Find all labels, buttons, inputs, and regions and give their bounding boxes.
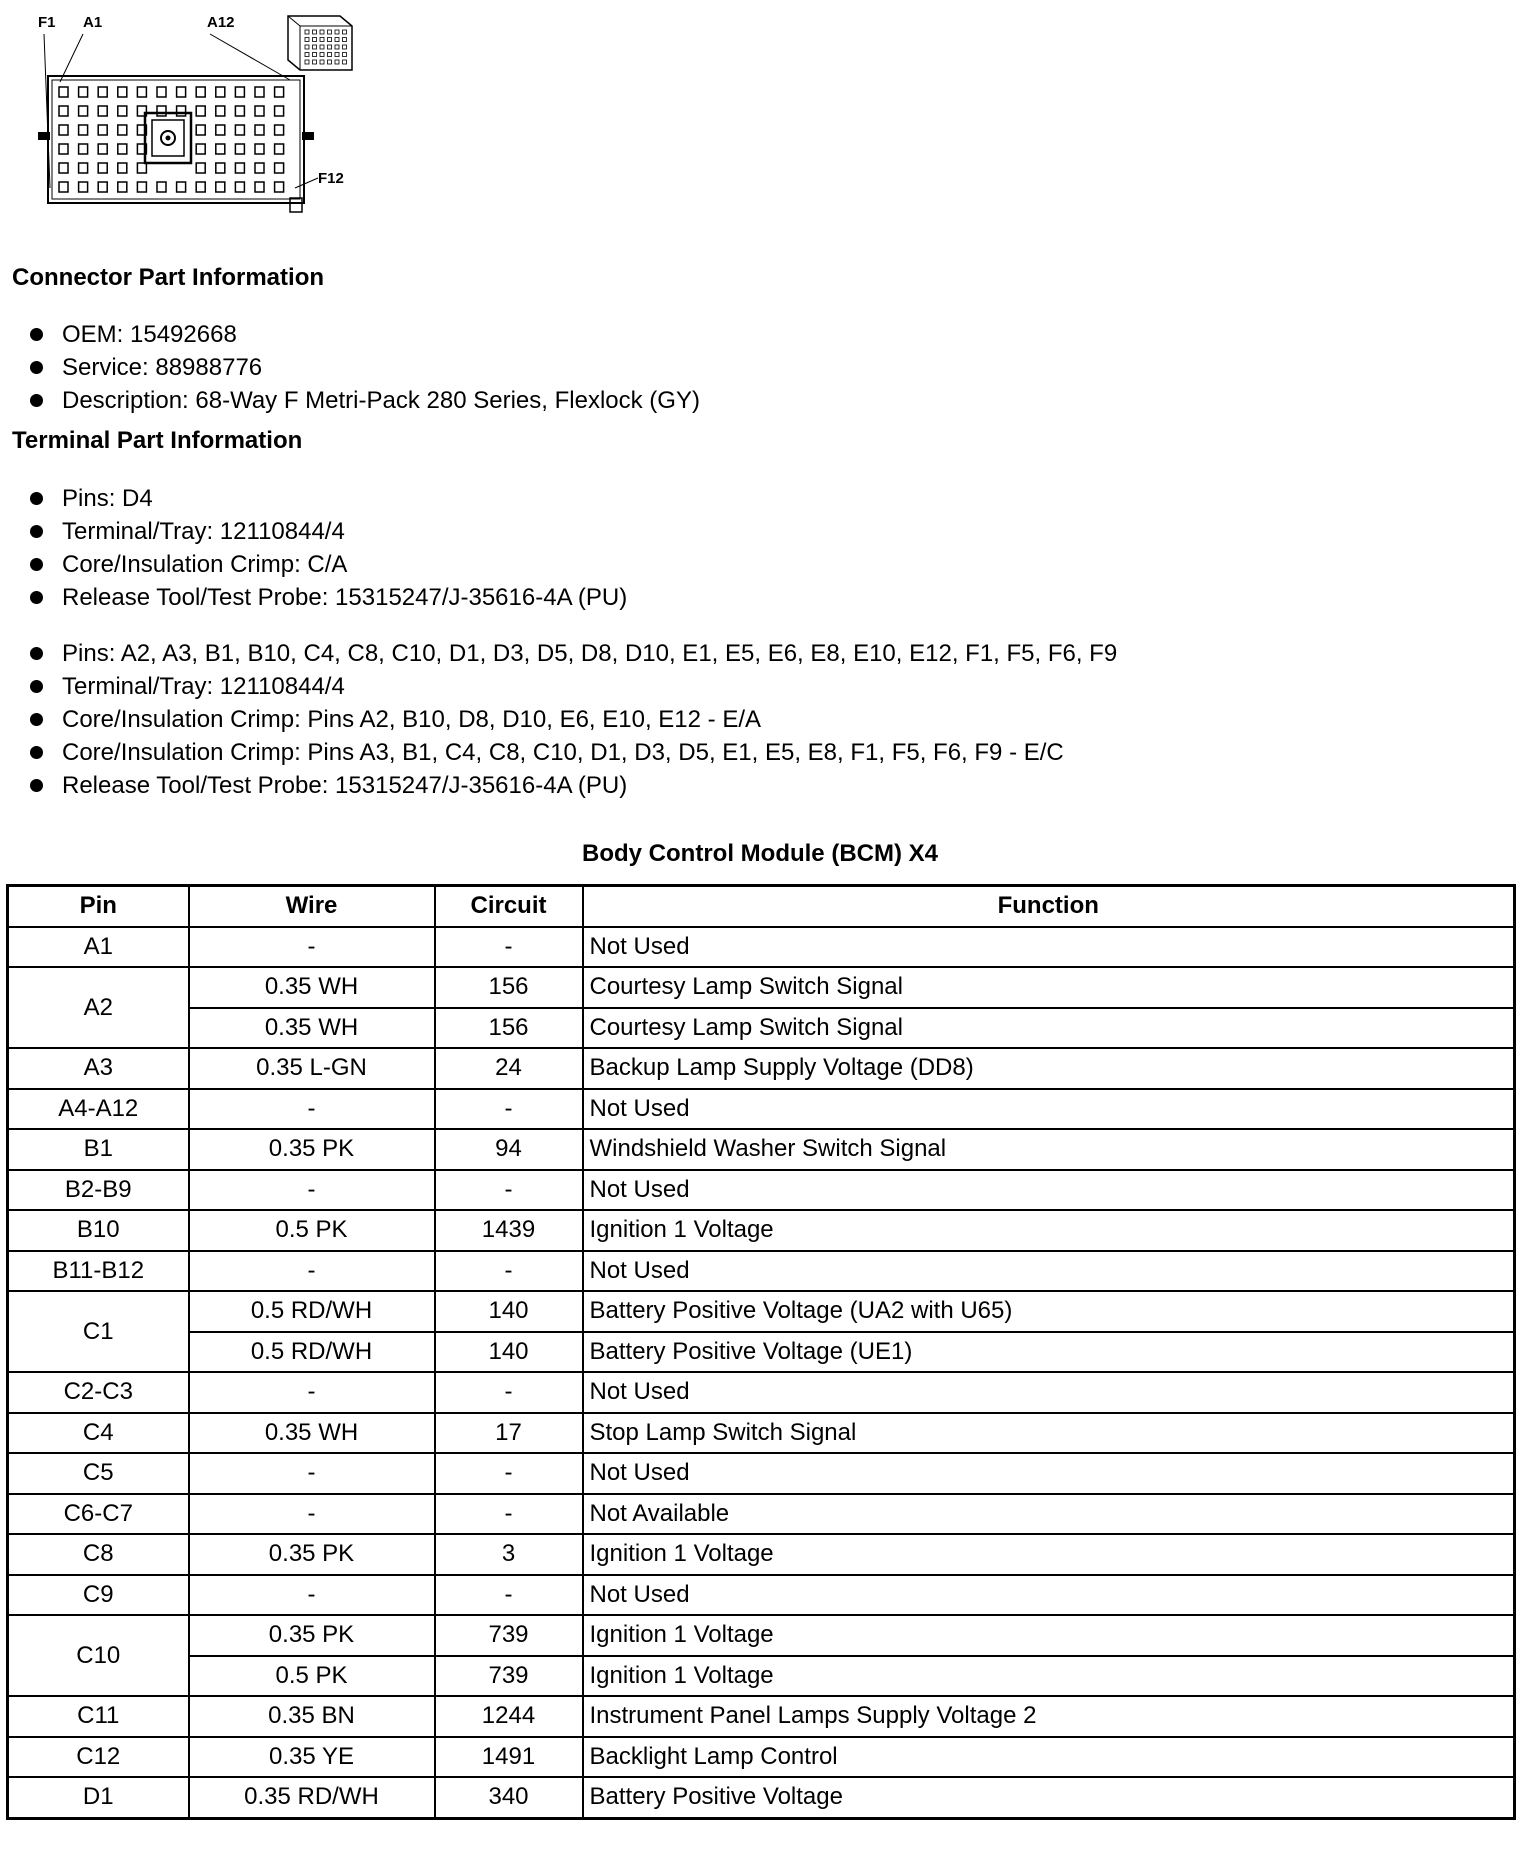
pin-cavity — [196, 87, 205, 97]
cell-function: Not Used — [583, 1372, 1515, 1413]
pin-cavity — [275, 182, 284, 192]
pin-cavity — [216, 163, 225, 173]
cell-wire: 0.5 PK — [189, 1656, 435, 1697]
bullet-icon — [30, 361, 43, 374]
pin-cavity — [320, 38, 324, 42]
connector-3d-icon — [288, 16, 352, 70]
pin-cavity — [177, 87, 186, 97]
cell-function: Ignition 1 Voltage — [583, 1534, 1515, 1575]
pin-cavity — [305, 53, 309, 57]
pin-cavity — [328, 38, 332, 42]
cell-wire: - — [189, 1251, 435, 1292]
cell-wire: 0.5 RD/WH — [189, 1291, 435, 1332]
cell-function: Ignition 1 Voltage — [583, 1210, 1515, 1251]
pin-cavity — [216, 125, 225, 135]
header-function: Function — [583, 886, 1515, 927]
cell-wire: 0.35 YE — [189, 1737, 435, 1778]
cell-circuit: - — [435, 1251, 583, 1292]
cell-wire: 0.35 L-GN — [189, 1048, 435, 1089]
connector-face-icon — [20, 8, 360, 218]
table-row — [8, 1291, 1515, 1332]
table-row — [8, 1048, 1515, 1089]
cell-pin: C4 — [8, 1413, 189, 1454]
cell-function: Windshield Washer Switch Signal — [583, 1129, 1515, 1170]
pin-cavity — [196, 182, 205, 192]
cell-function: Battery Positive Voltage (UE1) — [583, 1332, 1515, 1373]
cell-function: Backup Lamp Supply Voltage (DD8) — [583, 1048, 1515, 1089]
list-item: Pins: D4 — [28, 482, 627, 515]
table-row — [8, 1737, 1515, 1778]
cell-pin: A1 — [8, 927, 189, 968]
pin-cavity — [320, 60, 324, 64]
cell-wire: - — [189, 1170, 435, 1211]
cell-circuit: 1439 — [435, 1210, 583, 1251]
table-row — [8, 1696, 1515, 1737]
cell-circuit: - — [435, 1494, 583, 1535]
cell-wire: 0.35 PK — [189, 1534, 435, 1575]
table-row — [8, 1615, 1515, 1656]
pin-table-body — [8, 927, 1515, 1819]
cell-wire: 0.35 WH — [189, 1008, 435, 1049]
pin-cavity — [320, 45, 324, 49]
bullet-icon — [30, 647, 43, 660]
cell-function: Ignition 1 Voltage — [583, 1615, 1515, 1656]
pin-cavity — [137, 87, 146, 97]
pin-cavity — [137, 182, 146, 192]
cell-circuit: 739 — [435, 1656, 583, 1697]
bullet-icon — [30, 394, 43, 407]
cell-circuit: 1244 — [435, 1696, 583, 1737]
pin-cavity — [343, 53, 347, 57]
pin-cavity — [59, 144, 68, 154]
pin-cavity — [79, 125, 88, 135]
list-item: Core/Insulation Crimp: Pins A3, B1, C4, C8, C10, D1, D3, D5, E1, E5, E8, F1, F5, F6, F9 - E/C — [28, 736, 1117, 769]
pin-cavity — [335, 53, 339, 57]
pin-cavity — [255, 144, 264, 154]
cell-function: Courtesy Lamp Switch Signal — [583, 967, 1515, 1008]
header-wire: Wire — [189, 886, 435, 927]
pin-cavity — [59, 125, 68, 135]
diagram-label-a12: A12 — [207, 14, 235, 31]
bullet-icon — [30, 779, 43, 792]
pin-cavity — [118, 125, 127, 135]
cell-circuit: 3 — [435, 1534, 583, 1575]
cell-circuit: - — [435, 1372, 583, 1413]
cell-circuit: 140 — [435, 1332, 583, 1373]
pin-cavity — [196, 144, 205, 154]
bullet-icon — [30, 328, 43, 341]
pin-cavity — [305, 38, 309, 42]
pin-cavity — [343, 45, 347, 49]
cell-function: Courtesy Lamp Switch Signal — [583, 1008, 1515, 1049]
cell-wire: 0.35 BN — [189, 1696, 435, 1737]
list-item: OEM: 15492668 — [28, 318, 700, 351]
pin-cavity — [59, 182, 68, 192]
table-row — [8, 1089, 1515, 1130]
cell-wire: - — [189, 1575, 435, 1616]
pin-cavity — [235, 125, 244, 135]
pin-cavity — [59, 106, 68, 116]
pin-cavity — [59, 87, 68, 97]
cell-function: Not Used — [583, 1089, 1515, 1130]
cell-pin: C9 — [8, 1575, 189, 1616]
cell-circuit: 17 — [435, 1413, 583, 1454]
pin-cavity — [313, 60, 317, 64]
table-row — [8, 1575, 1515, 1616]
cell-circuit: 739 — [435, 1615, 583, 1656]
pin-cavity — [255, 125, 264, 135]
bullet-icon — [30, 591, 43, 604]
terminal-info-heading: Terminal Part Information — [12, 427, 303, 454]
pin-cavity — [313, 45, 317, 49]
cell-wire: 0.35 PK — [189, 1129, 435, 1170]
pin-cavity — [235, 87, 244, 97]
pin-cavity — [335, 60, 339, 64]
cell-circuit: - — [435, 1170, 583, 1211]
cell-pin: A2 — [8, 967, 189, 1048]
pin-cavity — [98, 106, 107, 116]
pin-cavity — [275, 163, 284, 173]
pin-cavity — [98, 87, 107, 97]
cell-pin: B11-B12 — [8, 1251, 189, 1292]
cell-wire: 0.35 RD/WH — [189, 1777, 435, 1818]
pin-cavity — [255, 163, 264, 173]
pin-cavity — [335, 38, 339, 42]
cell-wire: 0.35 WH — [189, 967, 435, 1008]
pin-cavity — [79, 87, 88, 97]
list-item: Release Tool/Test Probe: 15315247/J-35616-4A (PU) — [28, 581, 627, 614]
table-row — [8, 1129, 1515, 1170]
pin-cavity — [255, 106, 264, 116]
pin-cavity — [98, 125, 107, 135]
cell-pin: B1 — [8, 1129, 189, 1170]
cell-function: Not Available — [583, 1494, 1515, 1535]
pin-table — [6, 884, 1516, 1820]
pin-cavity — [328, 45, 332, 49]
cell-wire: 0.5 PK — [189, 1210, 435, 1251]
pin-cavity — [235, 144, 244, 154]
cell-pin: C5 — [8, 1453, 189, 1494]
pin-cavity — [275, 144, 284, 154]
cell-circuit: - — [435, 927, 583, 968]
terminal-info-list-1 — [28, 482, 627, 614]
list-item: Service: 88988776 — [28, 351, 700, 384]
table-row — [8, 1008, 1515, 1049]
pin-cavity — [343, 30, 347, 34]
cell-pin: C1 — [8, 1291, 189, 1372]
cell-pin: C8 — [8, 1534, 189, 1575]
table-row — [8, 1453, 1515, 1494]
pin-cavity — [313, 30, 317, 34]
pin-cavity — [235, 106, 244, 116]
pin-cavity — [98, 182, 107, 192]
cell-function: Not Used — [583, 1453, 1515, 1494]
cell-wire: - — [189, 1372, 435, 1413]
cell-wire: 0.35 WH — [189, 1413, 435, 1454]
pin-cavity — [255, 87, 264, 97]
table-row — [8, 1777, 1515, 1818]
cell-function: Instrument Panel Lamps Supply Voltage 2 — [583, 1696, 1515, 1737]
table-row — [8, 1534, 1515, 1575]
pin-cavity — [305, 45, 309, 49]
pin-cavity — [275, 125, 284, 135]
pin-cavity — [216, 144, 225, 154]
pin-cavity — [59, 163, 68, 173]
table-row — [8, 1494, 1515, 1535]
pin-cavity — [177, 182, 186, 192]
diagram-label-a1: A1 — [83, 14, 103, 31]
cell-pin: D1 — [8, 1777, 189, 1818]
pin-cavity — [79, 144, 88, 154]
terminal-info-list-2 — [28, 637, 1117, 802]
cell-pin: C2-C3 — [8, 1372, 189, 1413]
pin-cavity — [157, 106, 166, 116]
table-row — [8, 1656, 1515, 1697]
list-item: Description: 68-Way F Metri-Pack 280 Series, Flexlock (GY) — [28, 384, 700, 417]
pin-cavity — [343, 60, 347, 64]
cell-pin: C12 — [8, 1737, 189, 1778]
table-row — [8, 1413, 1515, 1454]
bullet-icon — [30, 746, 43, 759]
cell-function: Backlight Lamp Control — [583, 1737, 1515, 1778]
pin-cavity — [118, 106, 127, 116]
table-header-row — [8, 886, 1515, 927]
pin-cavity — [157, 87, 166, 97]
cell-circuit: 340 — [435, 1777, 583, 1818]
cell-function: Battery Positive Voltage (UA2 with U65) — [583, 1291, 1515, 1332]
table-row — [8, 1332, 1515, 1373]
pin-cavity — [118, 182, 127, 192]
pin-cavity — [196, 106, 205, 116]
cell-pin: B10 — [8, 1210, 189, 1251]
pin-cavity — [98, 144, 107, 154]
pin-cavity — [216, 182, 225, 192]
pin-cavity — [313, 53, 317, 57]
pin-cavity — [79, 182, 88, 192]
cell-circuit: 156 — [435, 967, 583, 1008]
cell-circuit: 140 — [435, 1291, 583, 1332]
cell-circuit: 94 — [435, 1129, 583, 1170]
pin-cavity — [177, 106, 186, 116]
pin-cavity — [196, 125, 205, 135]
cell-wire: - — [189, 1453, 435, 1494]
cell-circuit: - — [435, 1089, 583, 1130]
pin-cavity — [320, 30, 324, 34]
cell-wire: 0.35 PK — [189, 1615, 435, 1656]
connector-info-heading: Connector Part Information — [12, 264, 325, 291]
cell-function: Ignition 1 Voltage — [583, 1656, 1515, 1697]
diagram-label-f12: F12 — [318, 170, 344, 187]
cell-pin: B2-B9 — [8, 1170, 189, 1211]
cell-circuit: - — [435, 1453, 583, 1494]
table-row — [8, 927, 1515, 968]
cell-function: Not Used — [583, 1575, 1515, 1616]
pin-cavity — [216, 87, 225, 97]
connector-info-list — [28, 318, 700, 417]
pin-cavity — [275, 106, 284, 116]
pin-cavity — [328, 30, 332, 34]
bullet-icon — [30, 713, 43, 726]
pin-cavity — [118, 87, 127, 97]
table-row — [8, 967, 1515, 1008]
list-item: Terminal/Tray: 12110844/4 — [28, 670, 1117, 703]
pin-cavity — [305, 30, 309, 34]
table-row — [8, 1372, 1515, 1413]
cell-function: Not Used — [583, 1251, 1515, 1292]
pin-cavity — [235, 163, 244, 173]
bullet-icon — [30, 525, 43, 538]
pin-cavity — [343, 38, 347, 42]
pin-cavity — [313, 38, 317, 42]
list-item: Pins: A2, A3, B1, B10, C4, C8, C10, D1, D3, D5, D8, D10, E1, E5, E6, E8, E10, E12, F1, F5, F6, F9 — [28, 637, 1117, 670]
pin-cavity — [216, 106, 225, 116]
table-row — [8, 1210, 1515, 1251]
pin-cavity — [320, 53, 324, 57]
header-circuit: Circuit — [435, 886, 583, 927]
bullet-icon — [30, 492, 43, 505]
cell-function: Not Used — [583, 927, 1515, 968]
cell-circuit: 1491 — [435, 1737, 583, 1778]
pin-cavity — [255, 182, 264, 192]
pin-cavity — [118, 163, 127, 173]
pin-cavity — [335, 30, 339, 34]
pin-cavity — [118, 144, 127, 154]
pin-cavity — [305, 60, 309, 64]
diagram-label-f1: F1 — [38, 14, 56, 31]
bullet-icon — [30, 680, 43, 693]
list-item: Terminal/Tray: 12110844/4 — [28, 515, 627, 548]
table-row — [8, 1170, 1515, 1211]
pin-cavity — [328, 60, 332, 64]
pin-cavity — [79, 163, 88, 173]
cell-wire: 0.5 RD/WH — [189, 1332, 435, 1373]
cell-circuit: - — [435, 1575, 583, 1616]
cell-pin: C6-C7 — [8, 1494, 189, 1535]
pin-cavity — [275, 87, 284, 97]
cell-pin: A3 — [8, 1048, 189, 1089]
cell-function: Stop Lamp Switch Signal — [583, 1413, 1515, 1454]
list-item: Core/Insulation Crimp: C/A — [28, 548, 627, 581]
pin-cavity — [79, 106, 88, 116]
cell-function: Battery Positive Voltage — [583, 1777, 1515, 1818]
cell-circuit: 156 — [435, 1008, 583, 1049]
cell-function: Not Used — [583, 1170, 1515, 1211]
pin-cavity — [335, 45, 339, 49]
pin-cavity — [157, 182, 166, 192]
header-pin: Pin — [8, 886, 189, 927]
cell-pin: C11 — [8, 1696, 189, 1737]
pin-cavity — [328, 53, 332, 57]
pin-cavity — [235, 182, 244, 192]
table-title: Body Control Module (BCM) X4 — [582, 840, 938, 867]
list-item: Release Tool/Test Probe: 15315247/J-35616-4A (PU) — [28, 769, 1117, 802]
cell-circuit: 24 — [435, 1048, 583, 1089]
bullet-icon — [30, 558, 43, 571]
cell-pin: A4-A12 — [8, 1089, 189, 1130]
list-item: Core/Insulation Crimp: Pins A2, B10, D8, D10, E6, E10, E12 - E/A — [28, 703, 1117, 736]
cell-wire: - — [189, 1089, 435, 1130]
pin-cavity — [137, 163, 146, 173]
cell-pin: C10 — [8, 1615, 189, 1696]
cell-wire: - — [189, 927, 435, 968]
pin-cavity — [98, 163, 107, 173]
pin-cavity — [196, 163, 205, 173]
cell-wire: - — [189, 1494, 435, 1535]
table-row — [8, 1251, 1515, 1292]
